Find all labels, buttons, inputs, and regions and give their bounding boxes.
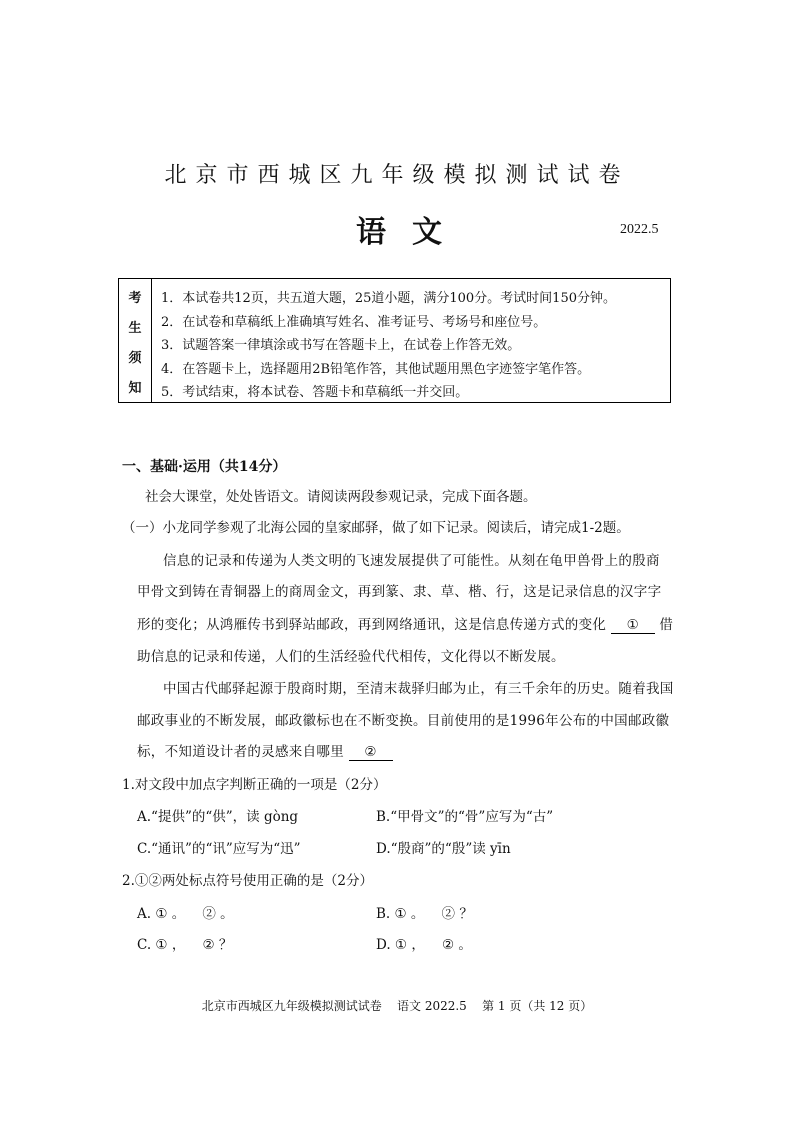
q2-option-c: C. ① ， ② ？ xyxy=(137,937,233,953)
candidate-notice-box xyxy=(118,278,671,403)
passage-line: 中国古代邮驿起源于殷商时期，至清末裁驿归邮为止，有三千余年的历史。随着我国 xyxy=(163,681,674,697)
q1-option-d: D.“殷商”的“殷”读 yīn xyxy=(376,841,511,857)
passage-line: 邮政事业的不断发展，邮政徽标也在不断变换。目前使用的是1996年公布的中国邮政徽 xyxy=(137,713,670,729)
notice-item: 1．本试卷共12页，共五道大题，25道小题，满分100分。考试时间150分钟。 xyxy=(161,291,616,306)
subject-title: 语文 xyxy=(356,215,468,250)
notice-item: 5．考试结束，将本试卷、答题卡和草稿纸一并交回。 xyxy=(161,385,469,400)
passage-text: 标，不知道设计者的灵感来自哪里 xyxy=(137,744,344,760)
notice-label xyxy=(119,279,152,402)
question-2-stem: 2.①②两处标点符号使用正确的是（2分） xyxy=(122,873,373,889)
question-1-stem: 1.对文段中加点字判断正确的一项是（2分） xyxy=(122,777,387,793)
passage-line-with-blank-2 xyxy=(137,740,393,761)
notice-item: 4．在答题卡上，选择题用2B铅笔作答，其他试题用黑色字迹签字笔作答。 xyxy=(161,361,591,377)
notice-items xyxy=(161,287,616,405)
notice-label-char: 须 xyxy=(128,351,142,366)
q1-option-c: C.“通讯”的“讯”应写为“迅” xyxy=(137,841,301,857)
passage-text: 形的变化；从鸿雁传书到驿站邮政，再到网络通讯，这是信息传递方式的变化 xyxy=(137,617,607,633)
q2-option-d: D. ① ， ② 。 xyxy=(376,937,472,953)
passage-line: 助信息的记录和传递，人们的生活经验代代相传，文化得以不断发展。 xyxy=(137,649,565,665)
q2-option-b: B. ① 。 ② ？ xyxy=(376,906,473,922)
notice-item: 3．试题答案一律填涂或书写在答题卡上，在试卷上作答无效。 xyxy=(161,338,521,353)
notice-label-char: 知 xyxy=(128,381,142,396)
blank-2: ② xyxy=(349,744,393,761)
blank-1: ① xyxy=(611,617,655,634)
page-footer: 北京市西城区九年级模拟测试试卷 语文 2022.5 第 1 页（共 12 页） xyxy=(201,999,593,1013)
section-intro: 社会大课堂，处处皆语文。请阅读两段参观记录，完成下面各题。 xyxy=(145,489,537,505)
q1-option-a: A.“提供”的“供”，读 gòng xyxy=(137,809,299,825)
passage-line-with-blank-1 xyxy=(137,613,673,634)
passage-line: 甲骨文到铸在青铜器上的商周金文，再到篆、隶、草、楷、行，这是记录信息的汉字字 xyxy=(137,584,662,600)
exam-date: 2022.5 xyxy=(620,222,659,237)
passage-line: 信息的记录和传递为人类文明的飞速发展提供了可能性。从刻在龟甲兽骨上的殷商 xyxy=(163,553,660,569)
notice-item: 2．在试卷和草稿纸上准确填写姓名、准考证号、考场号和座位号。 xyxy=(161,314,547,330)
section-heading: 一、基础·运用（共14分） xyxy=(122,459,287,475)
notice-label-char: 生 xyxy=(128,321,142,336)
exam-title: 北京市西城区九年级模拟测试试卷 xyxy=(164,163,630,188)
notice-label-char: 考 xyxy=(128,291,142,306)
passage-text: 借 xyxy=(659,617,674,633)
q2-option-a: A. ① 。 ② 。 xyxy=(137,906,234,922)
q1-option-b: B.“甲骨文”的“骨”应写为“古” xyxy=(376,809,554,825)
part-intro: （一）小龙同学参观了北海公园的皇家邮驿，做了如下记录。阅读后，请完成1-2题。 xyxy=(122,520,630,536)
